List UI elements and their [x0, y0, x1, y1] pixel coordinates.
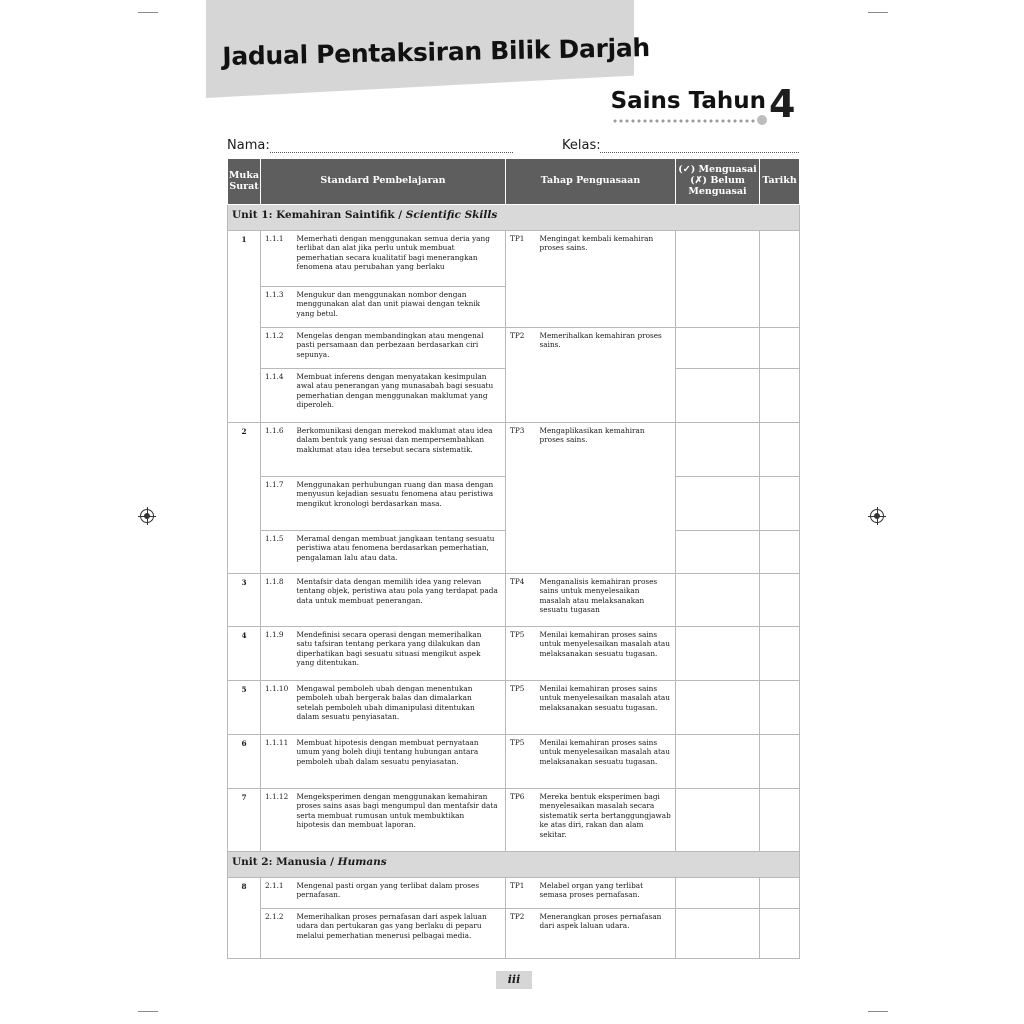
- mastery-cell[interactable]: [676, 423, 760, 477]
- standard-desc: Meramal dengan membuat jangkaan tentang sesuatu peristiwa atau fenomena berdasarkan pemerhatian, pengalaman lalu atau data.: [295, 531, 506, 574]
- date-cell[interactable]: [760, 231, 800, 328]
- standard-code: 1.1.2: [261, 328, 295, 369]
- name-label: Nama:: [227, 138, 270, 153]
- mastery-cell[interactable]: [676, 231, 760, 328]
- table-row: [228, 231, 800, 287]
- table-row: [228, 735, 800, 789]
- standard-code: 2.1.1: [261, 878, 295, 909]
- crop-mark: [138, 12, 158, 13]
- decorative-dots: [612, 118, 764, 124]
- standard-desc: Berkomunikasi dengan merekod maklumat atau idea dalam bentuk yang sesuai dan mempersembahkan maklumat atau idea tersebut secara sistematik.: [295, 423, 506, 477]
- date-cell[interactable]: [760, 735, 800, 789]
- standard-desc: Mengukur dan menggunakan nombor dengan menggunakan alat dan unit piawai dengan teknik yang betul.: [295, 287, 506, 328]
- tp-code: TP1: [506, 878, 538, 909]
- standard-desc: Mengeksperimen dengan menggunakan kemahiran proses sains asas bagi mengumpul dan mentafsir data serta membuat rumusan untuk membuktikan hipotesis dan membuat laporan.: [295, 789, 506, 852]
- class-label: Kelas:: [562, 138, 601, 153]
- mastery-cell[interactable]: [676, 681, 760, 735]
- table-row: [228, 423, 800, 477]
- page-cell: 3: [228, 574, 261, 627]
- mastery-cell[interactable]: [676, 627, 760, 681]
- page-title: Jadual Pentaksiran Bilik Darjah: [222, 33, 651, 71]
- mastery-cell[interactable]: [676, 878, 760, 909]
- crop-mark: [868, 1011, 888, 1012]
- tp-code: TP5: [506, 627, 538, 681]
- decorative-dot-end: [757, 115, 767, 125]
- standard-desc: Mendefinisi secara operasi dengan memerihalkan satu tafsiran tentang perkara yang dilakukan dan diperhatikan bagi sesuatu situasi mengikut aspek yang ditentukan.: [295, 627, 506, 681]
- name-field[interactable]: [270, 152, 513, 153]
- tp-desc: Menilai kemahiran proses sains untuk menyelesaikan masalah atau melaksanakan sesuatu tugasan.: [538, 735, 676, 789]
- standard-desc: Membuat hipotesis dengan membuat pernyataan umum yang boleh diuji tentang hubungan antara pemboleh ubah dalam sesuatu penyiasatan.: [295, 735, 506, 789]
- date-cell[interactable]: [760, 627, 800, 681]
- page-cell: 6: [228, 735, 261, 789]
- subject-title: Sains Tahun: [610, 88, 766, 114]
- mastery-cell[interactable]: [676, 735, 760, 789]
- date-cell[interactable]: [760, 574, 800, 627]
- page-cell: 5: [228, 681, 261, 735]
- standard-desc: Mengawal pemboleh ubah dengan menentukan pemboleh ubah bergerak balas dan dimalarkan setelah pemboleh ubah dimanipulasi ditentukan dalam sesuatu penyiasatan.: [295, 681, 506, 735]
- date-cell[interactable]: [760, 531, 800, 574]
- page-cell: 2: [228, 423, 261, 574]
- table-row: [228, 574, 800, 627]
- tp-code: TP4: [506, 574, 538, 627]
- registration-mark-icon: [870, 509, 884, 523]
- standard-code: 1.1.8: [261, 574, 295, 627]
- tp-code: TP5: [506, 735, 538, 789]
- table-row: [228, 627, 800, 681]
- assessment-table: [227, 158, 800, 959]
- table-row: [228, 789, 800, 852]
- standard-code: 1.1.1: [261, 231, 295, 287]
- registration-mark-icon: [140, 509, 154, 523]
- unit-1-heading: Unit 1: Kemahiran Saintifik / Scientific Skills: [228, 205, 800, 231]
- mastery-cell[interactable]: [676, 477, 760, 531]
- crop-mark: [138, 1011, 158, 1012]
- tp-desc: Mengingat kembali kemahiran proses sains.: [538, 231, 676, 328]
- date-cell[interactable]: [760, 423, 800, 477]
- mastery-cell[interactable]: [676, 574, 760, 627]
- standard-code: 1.1.11: [261, 735, 295, 789]
- mastery-cell[interactable]: [676, 789, 760, 852]
- tp-desc: Mengaplikasikan kemahiran proses sains.: [538, 423, 676, 574]
- mastery-cell[interactable]: [676, 369, 760, 423]
- date-cell[interactable]: [760, 328, 800, 369]
- page-number: iii: [496, 971, 532, 989]
- table-row: [228, 681, 800, 735]
- tp-code: TP6: [506, 789, 538, 852]
- standard-desc: Menggunakan perhubungan ruang dan masa dengan menyusun kejadian sesuatu fenomena atau peristiwa mengikut kronologi berdasarkan masa.: [295, 477, 506, 531]
- col-date-header: Tarikh: [760, 159, 800, 205]
- tp-desc: Memerihalkan kemahiran proses sains.: [538, 328, 676, 423]
- mastery-cell[interactable]: [676, 531, 760, 574]
- standard-code: 1.1.3: [261, 287, 295, 328]
- date-cell[interactable]: [760, 878, 800, 909]
- page-cell: 1: [228, 231, 261, 423]
- class-field[interactable]: [600, 152, 799, 153]
- col-standard-header: Standard Pembelajaran: [261, 159, 506, 205]
- table-header-row: [228, 159, 800, 205]
- tp-desc: Mereka bentuk eksperimen bagi menyelesaikan masalah secara sistematik serta bertanggungjawab ke atas diri, rakan dan alam sekitar.: [538, 789, 676, 852]
- standard-code: 2.1.2: [261, 909, 295, 959]
- tp-code: TP1: [506, 231, 538, 328]
- standard-desc: Mengenal pasti organ yang terlibat dalam proses pernafasan.: [295, 878, 506, 909]
- standard-desc: Mengelas dengan membandingkan atau mengenal pasti persamaan dan perbezaan berdasarkan ciri sepunya.: [295, 328, 506, 369]
- date-cell[interactable]: [760, 909, 800, 959]
- table-row: [228, 878, 800, 909]
- tp-desc: Menganalisis kemahiran proses sains untuk menyelesaikan masalah atau melaksanakan sesuatu tugasan: [538, 574, 676, 627]
- table-row: [228, 909, 800, 959]
- date-cell[interactable]: [760, 369, 800, 423]
- tp-code: TP3: [506, 423, 538, 574]
- page-cell: 8: [228, 878, 261, 959]
- standard-code: 1.1.7: [261, 477, 295, 531]
- standard-desc: Memerhati dengan menggunakan semua deria yang terlibat dan alat jika perlu untuk membuat pemerhatian secara kualitatif bagi menerangkan fenomena atau perubahan yang berlaku: [295, 231, 506, 287]
- unit-heading-row: [228, 852, 800, 878]
- mastery-cell[interactable]: [676, 328, 760, 369]
- crop-mark: [868, 12, 888, 13]
- standard-desc: Membuat inferens dengan menyatakan kesimpulan awal atau penerangan yang munasabah bagi sesuatu pemerhatian dengan menggunakan maklumat yang diperoleh.: [295, 369, 506, 423]
- col-mastery-header: (✓) Menguasai (✗) Belum Menguasai: [676, 159, 760, 205]
- date-cell[interactable]: [760, 681, 800, 735]
- standard-code: 1.1.10: [261, 681, 295, 735]
- standard-code: 1.1.5: [261, 531, 295, 574]
- page-cell: 7: [228, 789, 261, 852]
- tp-desc: Menilai kemahiran proses sains untuk menyelesaikan masalah atau melaksanakan sesuatu tugasan.: [538, 681, 676, 735]
- page-cell: 4: [228, 627, 261, 681]
- standard-code: 1.1.4: [261, 369, 295, 423]
- table-row: [228, 328, 800, 369]
- standard-code: 1.1.6: [261, 423, 295, 477]
- unit-heading-row: [228, 205, 800, 231]
- standard-desc: Memerihalkan proses pernafasan dari aspek laluan udara dan pertukaran gas yang berlaku di peparu melalui pemerhatian menerusi pelbagai media.: [295, 909, 506, 959]
- tp-code: TP5: [506, 681, 538, 735]
- tp-desc: Melabel organ yang terlibat semasa proses pernafasan.: [538, 878, 676, 909]
- standard-code: 1.1.9: [261, 627, 295, 681]
- tp-code: TP2: [506, 328, 538, 423]
- unit-2-heading: Unit 2: Manusia / Humans: [228, 852, 800, 878]
- tp-code: TP2: [506, 909, 538, 959]
- col-tp-header: Tahap Penguasaan: [506, 159, 676, 205]
- tp-desc: Menilai kemahiran proses sains untuk menyelesaikan masalah atau melaksanakan sesuatu tugasan.: [538, 627, 676, 681]
- col-page-header: Muka Surat: [228, 159, 261, 205]
- date-cell[interactable]: [760, 477, 800, 531]
- date-cell[interactable]: [760, 789, 800, 852]
- mastery-cell[interactable]: [676, 909, 760, 959]
- year-number: 4: [769, 82, 796, 126]
- tp-desc: Menerangkan proses pernafasan dari aspek laluan udara.: [538, 909, 676, 959]
- standard-desc: Mentafsir data dengan memilih idea yang relevan tentang objek, peristiwa atau pola yang terdapat pada data untuk membuat penerangan.: [295, 574, 506, 627]
- standard-code: 1.1.12: [261, 789, 295, 852]
